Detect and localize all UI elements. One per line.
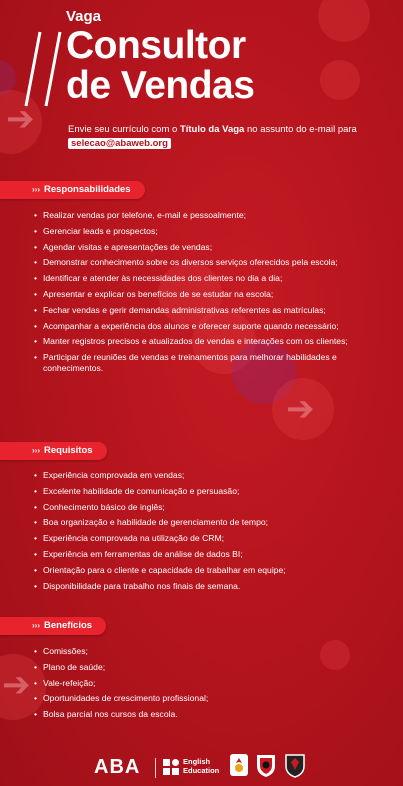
- english-education-icon: [163, 759, 179, 775]
- arrow-icon: ➔: [286, 390, 315, 428]
- english-education-label: [183, 758, 219, 775]
- list-item: • Disponibilidade para trabalho nos finais de semana.: [34, 581, 364, 592]
- list-item: • Manter registros precisos e atualizados de vendas e interações com os clientes;: [34, 336, 364, 347]
- list-item: • Acompanhar a experiência dos alunos e oferecer suporte quando necessário;: [34, 321, 364, 332]
- list-beneficios: [34, 646, 364, 725]
- arrow-icon: ➔: [2, 666, 31, 704]
- double-slash-icon: [24, 30, 64, 108]
- list-item: • Apresentar e explicar os benefícios de se estudar na escola;: [34, 289, 364, 300]
- section-label: Responsabilidades: [44, 184, 131, 195]
- intro-text-after: no assunto do e-mail para: [244, 124, 357, 135]
- list-item: • Conhecimento básico de inglês;: [34, 502, 364, 513]
- english-line: English: [183, 757, 211, 766]
- section-label: Benefícios: [44, 620, 93, 631]
- education-line: Education: [183, 765, 220, 775]
- intro-text: [68, 123, 368, 151]
- list-item: • Experiência em ferramentas de análise de dados BI;: [34, 549, 364, 560]
- list-item: • Orientação para o cliente e capacidade de trabalhar em equipe;: [34, 565, 364, 576]
- list-item: • Vale-refeição;: [34, 678, 364, 689]
- title-line-2: de Vendas: [66, 64, 255, 107]
- page-title: [66, 26, 366, 106]
- arrow-icon: ➔: [6, 100, 35, 138]
- chevrons-icon: ›››: [32, 621, 40, 630]
- divider: [155, 758, 156, 778]
- list-item: • Identificar e atender às necessidades dos clientes no dia a dia;: [34, 273, 364, 284]
- chevrons-icon: ›››: [32, 446, 40, 455]
- intro-bold: Título da Vaga: [179, 124, 245, 135]
- list-item: • Agendar visitas e apresentações de vendas;: [34, 242, 364, 253]
- list-item: • Oportunidades de crescimento profissional;: [34, 693, 364, 704]
- title-line-1: Consultor: [66, 24, 246, 67]
- list-item: • Boa organização e habilidade de gerenciamento de tempo;: [34, 517, 364, 528]
- list-responsabilidades: [34, 210, 364, 378]
- intro-text-before: Envie seu currículo com o: [68, 124, 180, 135]
- list-item: • Experiência comprovada na utilização de CRM;: [34, 533, 364, 544]
- chevrons-icon: ›››: [32, 185, 40, 194]
- list-item: • Fechar vendas e gerir demandas administrativas referentes as matrículas;: [34, 305, 364, 316]
- eyebrow-label: Vaga: [66, 8, 102, 25]
- email-link[interactable]: selecao@abaweb.org: [68, 138, 171, 149]
- section-label: Requisitos: [44, 445, 93, 456]
- section-tag-requisitos: [0, 442, 107, 460]
- shield-badge-icon: [255, 752, 277, 778]
- footer-logos: [0, 748, 403, 786]
- list-item: • Excelente habilidade de comunicação e persuasão;: [34, 486, 364, 497]
- list-item: • Comissões;: [34, 646, 364, 657]
- section-tag-beneficios: [0, 617, 106, 635]
- list-item: • Participar de reuniões de vendas e treinamentos para melhorar habilidades e conhecimentos.: [34, 352, 364, 373]
- list-item: • Plano de saúde;: [34, 662, 364, 673]
- list-item: • Demonstrar conhecimento sobre os diversos serviços oferecidos pela escola;: [34, 257, 364, 268]
- crest-badge-icon: [284, 752, 306, 778]
- list-item: • Realizar vendas por telefone, e-mail e pessoalmente;: [34, 210, 364, 221]
- list-item: • Bolsa parcial nos cursos da escola.: [34, 709, 364, 720]
- section-tag-responsabilidades: [0, 181, 145, 199]
- list-requisitos: [34, 470, 364, 596]
- aba-logo: ABA: [94, 756, 141, 778]
- list-item: • Experiência comprovada em vendas;: [34, 470, 364, 481]
- list-item: • Gerenciar leads e prospectos;: [34, 226, 364, 237]
- maple-bear-badge-icon: [228, 752, 250, 778]
